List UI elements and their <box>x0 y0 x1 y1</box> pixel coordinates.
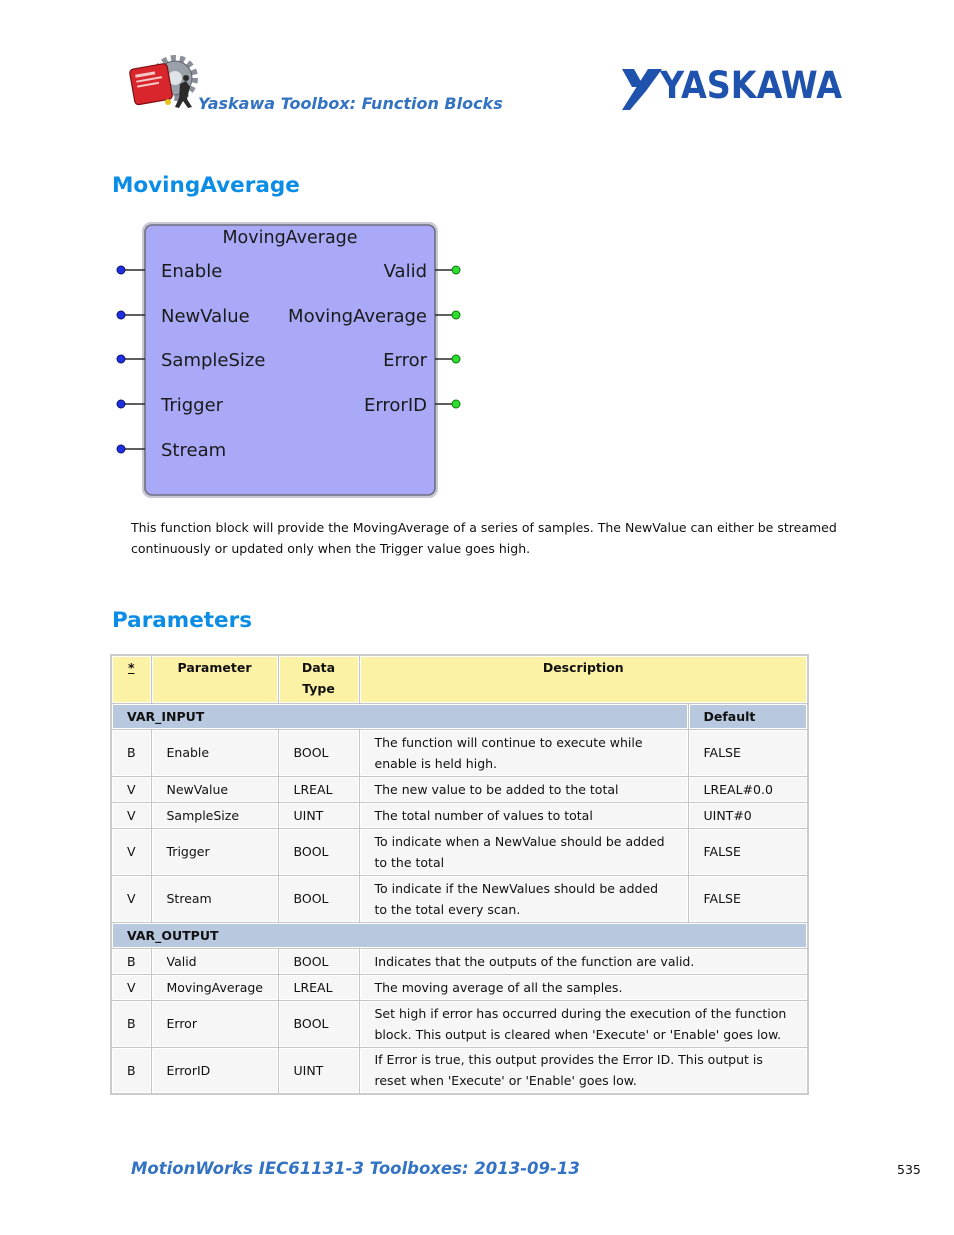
page-title: MovingAverage <box>112 173 300 198</box>
cell-default: FALSE <box>688 875 808 922</box>
function-block-diagram <box>110 216 470 506</box>
input-pin-samplesize <box>117 355 125 363</box>
cell-description: Set high if error has occurred during the execution of the function block. This output is cleared when 'Execute' or 'Enable' goes low. <box>359 1000 808 1047</box>
cell-description: The moving average of all the samples. <box>359 974 808 1000</box>
table-row <box>111 875 808 922</box>
yaskawa-mark-icon <box>622 69 662 110</box>
cell-data-type: BOOL <box>278 1000 359 1047</box>
cell-parameter: NewValue <box>151 776 278 802</box>
input-pin-enable <box>117 266 125 274</box>
cell-default: UINT#0 <box>688 802 808 828</box>
header-parameter: Parameter <box>151 655 278 703</box>
figure-head-icon <box>183 75 189 81</box>
function-block-title: MovingAverage <box>222 228 358 248</box>
header-default: Default <box>688 703 808 729</box>
input-label-enable: Enable <box>161 261 223 282</box>
output-label-error: Error <box>383 350 427 371</box>
cell-description: The new value to be added to the total <box>359 776 688 802</box>
section-label-var-output: VAR_OUTPUT <box>111 922 808 948</box>
cell-data-type: LREAL <box>278 974 359 1000</box>
cell-description: Indicates that the outputs of the function are valid. <box>359 948 808 974</box>
input-label-samplesize: SampleSize <box>161 350 266 371</box>
cell-kind: B <box>111 729 151 776</box>
table-header-row <box>111 655 808 703</box>
input-label-stream: Stream <box>161 440 227 461</box>
cell-data-type: UINT <box>278 1047 359 1094</box>
output-pin-error <box>452 355 460 363</box>
section-row-var-output <box>111 922 808 948</box>
cell-data-type: BOOL <box>278 948 359 974</box>
header-toolbox-title: Yaskawa Toolbox: Function Blocks <box>198 94 503 113</box>
section-label-var-input: VAR_INPUT <box>111 703 688 729</box>
output-label-valid: Valid <box>383 261 427 282</box>
cell-data-type: LREAL <box>278 776 359 802</box>
table-row <box>111 828 808 875</box>
cell-default: FALSE <box>688 729 808 776</box>
table-row <box>111 1047 808 1094</box>
input-label-newvalue: NewValue <box>161 306 250 327</box>
header-marker-label: * <box>127 660 135 675</box>
toolbox-logo-icon <box>128 54 200 112</box>
parameters-heading: Parameters <box>112 608 253 633</box>
header-data-type-label: Data Type <box>301 660 336 696</box>
cell-description: To indicate when a NewValue should be added to the total <box>359 828 688 875</box>
section-row-var-input <box>111 703 808 729</box>
cell-default: LREAL#0.0 <box>688 776 808 802</box>
cell-data-type: BOOL <box>278 828 359 875</box>
header-data-type <box>278 655 359 703</box>
cell-kind: B <box>111 1000 151 1047</box>
cell-kind: B <box>111 948 151 974</box>
cell-description: The function will continue to execute while enable is held high. <box>359 729 688 776</box>
input-pin-trigger <box>117 400 125 408</box>
cell-default: FALSE <box>688 828 808 875</box>
cell-data-type: BOOL <box>278 729 359 776</box>
header-marker <box>111 655 151 703</box>
cell-parameter: Stream <box>151 875 278 922</box>
output-label-movingaverage: MovingAverage <box>288 306 427 327</box>
table-row <box>111 729 808 776</box>
parameters-table <box>110 654 809 1095</box>
red-card-icon <box>129 63 173 105</box>
footer-text: MotionWorks IEC61131-3 Toolboxes: 2013-09-13 <box>131 1159 580 1178</box>
page-number: 535 <box>897 1162 921 1177</box>
cell-parameter: ErrorID <box>151 1047 278 1094</box>
cell-parameter: SampleSize <box>151 802 278 828</box>
cell-kind: V <box>111 974 151 1000</box>
cell-kind: V <box>111 776 151 802</box>
table-row <box>111 1000 808 1047</box>
output-label-errorid: ErrorID <box>363 395 427 416</box>
cell-description: To indicate if the NewValues should be added to the total every scan. <box>359 875 688 922</box>
cell-kind: B <box>111 1047 151 1094</box>
input-pin-newvalue <box>117 311 125 319</box>
output-pin-errorid <box>452 400 460 408</box>
cell-kind: V <box>111 875 151 922</box>
function-block-description: This function block will provide the MovingAverage of a series of samples. The NewValue can either be streamed continuously or updated only when the Trigger value goes high. <box>131 520 837 556</box>
input-label-trigger: Trigger <box>161 395 224 416</box>
cell-parameter: Error <box>151 1000 278 1047</box>
table-row <box>111 974 808 1000</box>
table-row <box>111 802 808 828</box>
table-row <box>111 776 808 802</box>
cell-parameter: Trigger <box>151 828 278 875</box>
cell-kind: V <box>111 802 151 828</box>
cell-kind: V <box>111 828 151 875</box>
cell-data-type: UINT <box>278 802 359 828</box>
header-description: Description <box>359 655 808 703</box>
cell-parameter: Enable <box>151 729 278 776</box>
cell-data-type: BOOL <box>278 875 359 922</box>
output-pin-valid <box>452 266 460 274</box>
output-pin-movingaverage <box>452 311 460 319</box>
cell-description: If Error is true, this output provides the Error ID. This output is reset when 'Execute' or 'Enable' goes low. <box>359 1047 808 1094</box>
cell-description: The total number of values to total <box>359 802 688 828</box>
yaskawa-logo <box>620 63 846 113</box>
yaskawa-logo-text: YASKAWA <box>659 64 843 107</box>
cell-parameter: Valid <box>151 948 278 974</box>
cell-parameter: MovingAverage <box>151 974 278 1000</box>
dot-icon <box>165 99 171 105</box>
table-row <box>111 948 808 974</box>
input-pin-stream <box>117 445 125 453</box>
